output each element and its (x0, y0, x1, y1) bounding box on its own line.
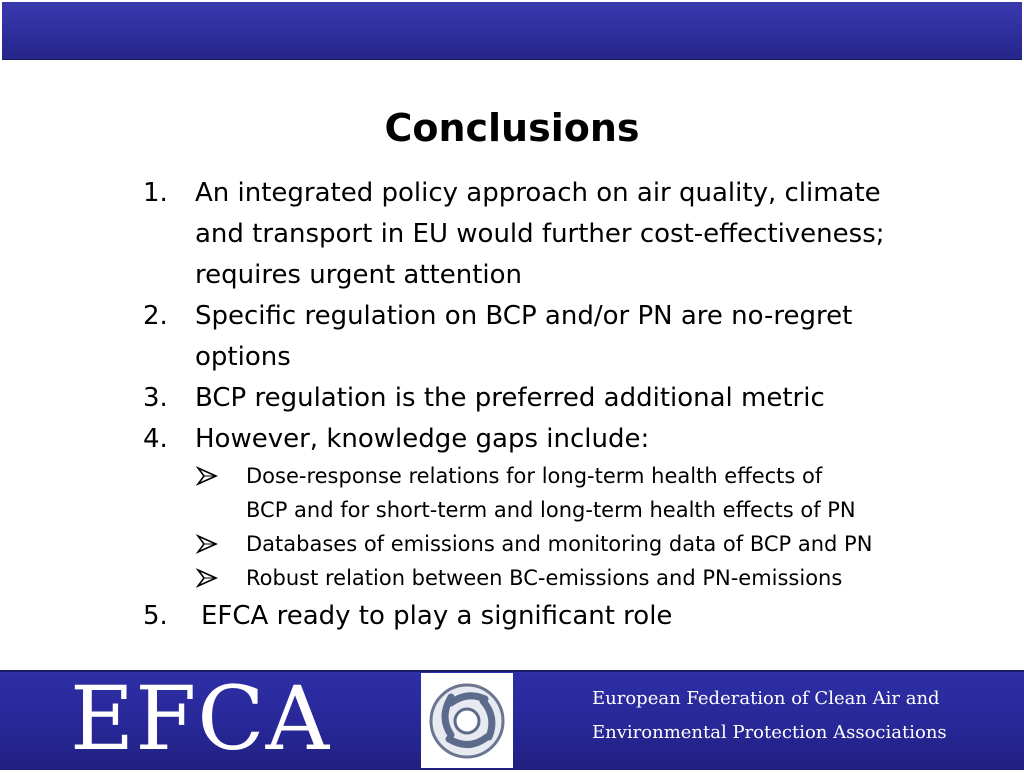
item-line: requires urgent attention (195, 260, 522, 290)
efca-emblem-icon (421, 673, 513, 768)
item-number: 1. (143, 178, 168, 208)
item-line: EFCA ready to play a significant role (201, 601, 673, 631)
sub-item-line: BCP and for short-term and long-term health effects of PN (246, 498, 856, 522)
arrow-bullet-icon (196, 466, 218, 486)
sub-item-line: Dose-response relations for long-term health effects of (246, 464, 823, 488)
item-line: BCP regulation is the preferred additional metric (195, 383, 825, 413)
item-line: options (195, 342, 291, 372)
org-name-line1: European Federation of Clean Air and (592, 688, 940, 709)
sub-item-line: Robust relation between BC-emissions and PN-emissions (246, 566, 843, 590)
item-number: 2. (143, 301, 168, 331)
item-line: Specific regulation on BCP and/or PN are no-regret (195, 301, 853, 331)
item-line: and transport in EU would further cost-effectiveness; (195, 219, 885, 249)
item-number: 5. (143, 601, 168, 631)
sub-item-line: Databases of emissions and monitoring data of BCP and PN (246, 532, 873, 556)
item-line: However, knowledge gaps include: (195, 424, 650, 454)
slide-title: Conclusions (384, 106, 640, 150)
efca-logo: EFCA (70, 667, 331, 770)
top-header-band (2, 2, 1022, 60)
org-name-line2: Environmental Protection Associations (592, 722, 947, 743)
item-number: 4. (143, 424, 168, 454)
item-line: An integrated policy approach on air quality, climate (195, 178, 881, 208)
arrow-bullet-icon (196, 534, 218, 554)
arrow-bullet-icon (196, 568, 218, 588)
item-number: 3. (143, 383, 168, 413)
